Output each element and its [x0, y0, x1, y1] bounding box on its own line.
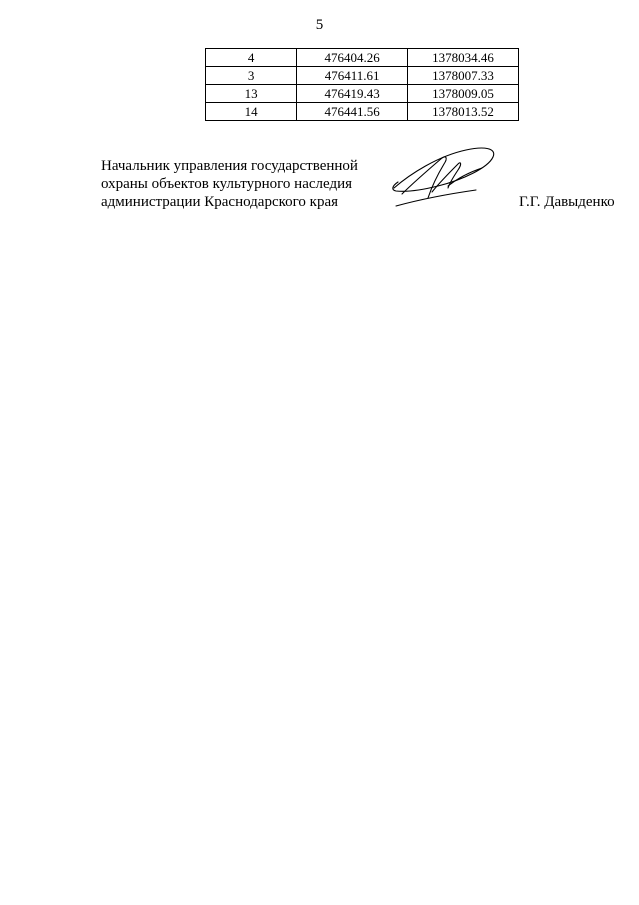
- y-coordinate-cell: 1378034.46: [408, 49, 519, 67]
- point-number-cell: 14: [206, 103, 297, 121]
- y-coordinate-cell: 1378013.52: [408, 103, 519, 121]
- x-coordinate-cell: 476419.43: [297, 85, 408, 103]
- x-coordinate-cell: 476441.56: [297, 103, 408, 121]
- table-row: [206, 103, 519, 121]
- point-number-cell: 13: [206, 85, 297, 103]
- signer-position: [101, 157, 358, 211]
- y-coordinate-cell: 1378009.05: [408, 85, 519, 103]
- x-coordinate-cell: 476404.26: [297, 49, 408, 67]
- handwritten-signature: [388, 142, 500, 212]
- point-number-cell: 4: [206, 49, 297, 67]
- table-row: [206, 85, 519, 103]
- point-number-cell: 3: [206, 67, 297, 85]
- page-number: 5: [315, 17, 324, 33]
- position-line: Начальник управления государственной: [101, 158, 358, 174]
- signer-name: Г.Г. Давыденко: [519, 194, 615, 210]
- position-line: охраны объектов культурного наследия: [101, 176, 353, 192]
- y-coordinate-cell: 1378007.33: [408, 67, 519, 85]
- position-line: администрации Краснодарского края: [101, 194, 339, 210]
- coordinates-table: [205, 48, 519, 121]
- table-row: [206, 67, 519, 85]
- x-coordinate-cell: 476411.61: [297, 67, 408, 85]
- table-row: [206, 49, 519, 67]
